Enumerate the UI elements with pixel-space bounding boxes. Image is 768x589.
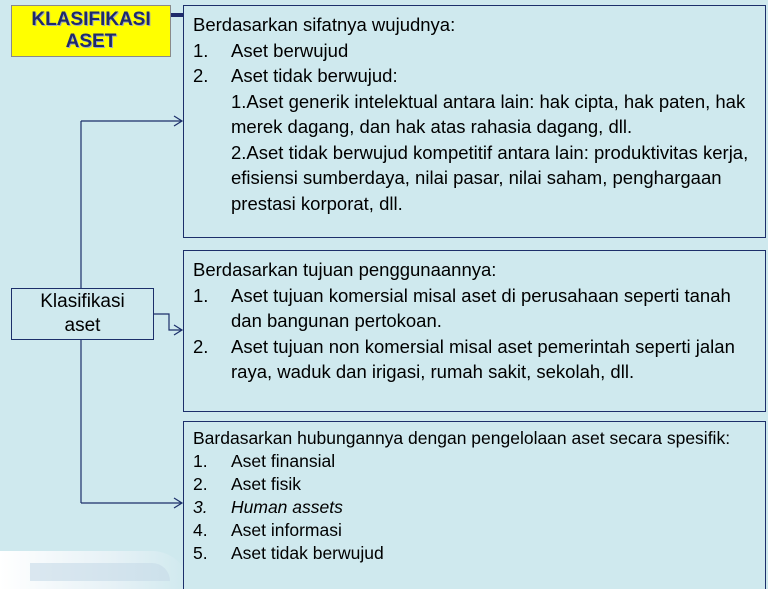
root-node-line-1: Klasifikasi bbox=[40, 291, 125, 312]
panel-heading: Berdasarkan tujuan penggunaannya: bbox=[193, 259, 497, 280]
list-item bbox=[193, 63, 757, 89]
list-text: Aset fisik bbox=[231, 474, 302, 494]
list-text: Aset tujuan komersial misal aset di perusahaan seperti tanah dan bangunan pertokoan. bbox=[231, 284, 731, 331]
list-number: 5. bbox=[193, 543, 208, 563]
list-item bbox=[193, 473, 757, 496]
title-line-1: KLASIFIKASI bbox=[31, 9, 151, 30]
panel-by-purpose bbox=[183, 250, 766, 412]
list-item bbox=[193, 283, 757, 334]
list-item bbox=[193, 519, 757, 542]
list-number: 1. bbox=[193, 284, 209, 306]
list-number: 1. bbox=[193, 39, 209, 61]
root-node-box bbox=[11, 288, 154, 340]
root-node-line-2: aset bbox=[64, 315, 101, 336]
list-item bbox=[193, 38, 757, 64]
panel-by-management bbox=[183, 421, 766, 589]
sub-item: 2.Aset tidak berwujud kompetitif antara lain: produktivitas kerja, efisiensi sumberdaya, nilai pasar, nilai saham, penghargaan prestasi korporat, dll. bbox=[231, 141, 749, 214]
list-item bbox=[193, 542, 757, 565]
panel-list bbox=[193, 283, 757, 385]
list-text: Aset tidak berwujud bbox=[231, 543, 384, 563]
list-number: 1. bbox=[193, 451, 208, 471]
list-number: 2. bbox=[193, 335, 209, 357]
panel-heading: Bardasarkan hubungannya dengan pengelolaan aset secara spesifik: bbox=[193, 428, 731, 448]
connector-branch-2 bbox=[154, 314, 181, 330]
list-item bbox=[193, 334, 757, 385]
list-number: 2. bbox=[193, 474, 208, 494]
list-item bbox=[193, 496, 757, 519]
list-text: Aset tidak berwujud: bbox=[231, 65, 398, 86]
list-item bbox=[193, 450, 757, 473]
list-text: Human assets bbox=[231, 497, 343, 517]
sub-item: 1.Aset generik intelektual antara lain: hak cipta, hak paten, hak merek dagang, dan hak atas rahasia dagang, dll. bbox=[231, 90, 746, 137]
list-text: Aset berwujud bbox=[231, 39, 349, 61]
panel-by-nature bbox=[183, 5, 766, 238]
panel-list bbox=[193, 450, 757, 565]
panel-heading: Berdasarkan sifatnya wujudnya: bbox=[193, 14, 456, 35]
title-line-2: ASET bbox=[65, 31, 117, 52]
list-number: 2. bbox=[193, 65, 209, 86]
panel-list bbox=[193, 38, 757, 89]
list-text: Aset tujuan non komersial misal aset pemerintah seperti jalan raya, waduk dan irigasi, rumah sakit, sekolah, dll. bbox=[231, 335, 735, 382]
list-text: Aset informasi bbox=[231, 520, 342, 540]
list-number: 4. bbox=[193, 520, 208, 540]
list-text: Aset finansial bbox=[231, 451, 336, 471]
list-number: 3. bbox=[193, 497, 208, 517]
